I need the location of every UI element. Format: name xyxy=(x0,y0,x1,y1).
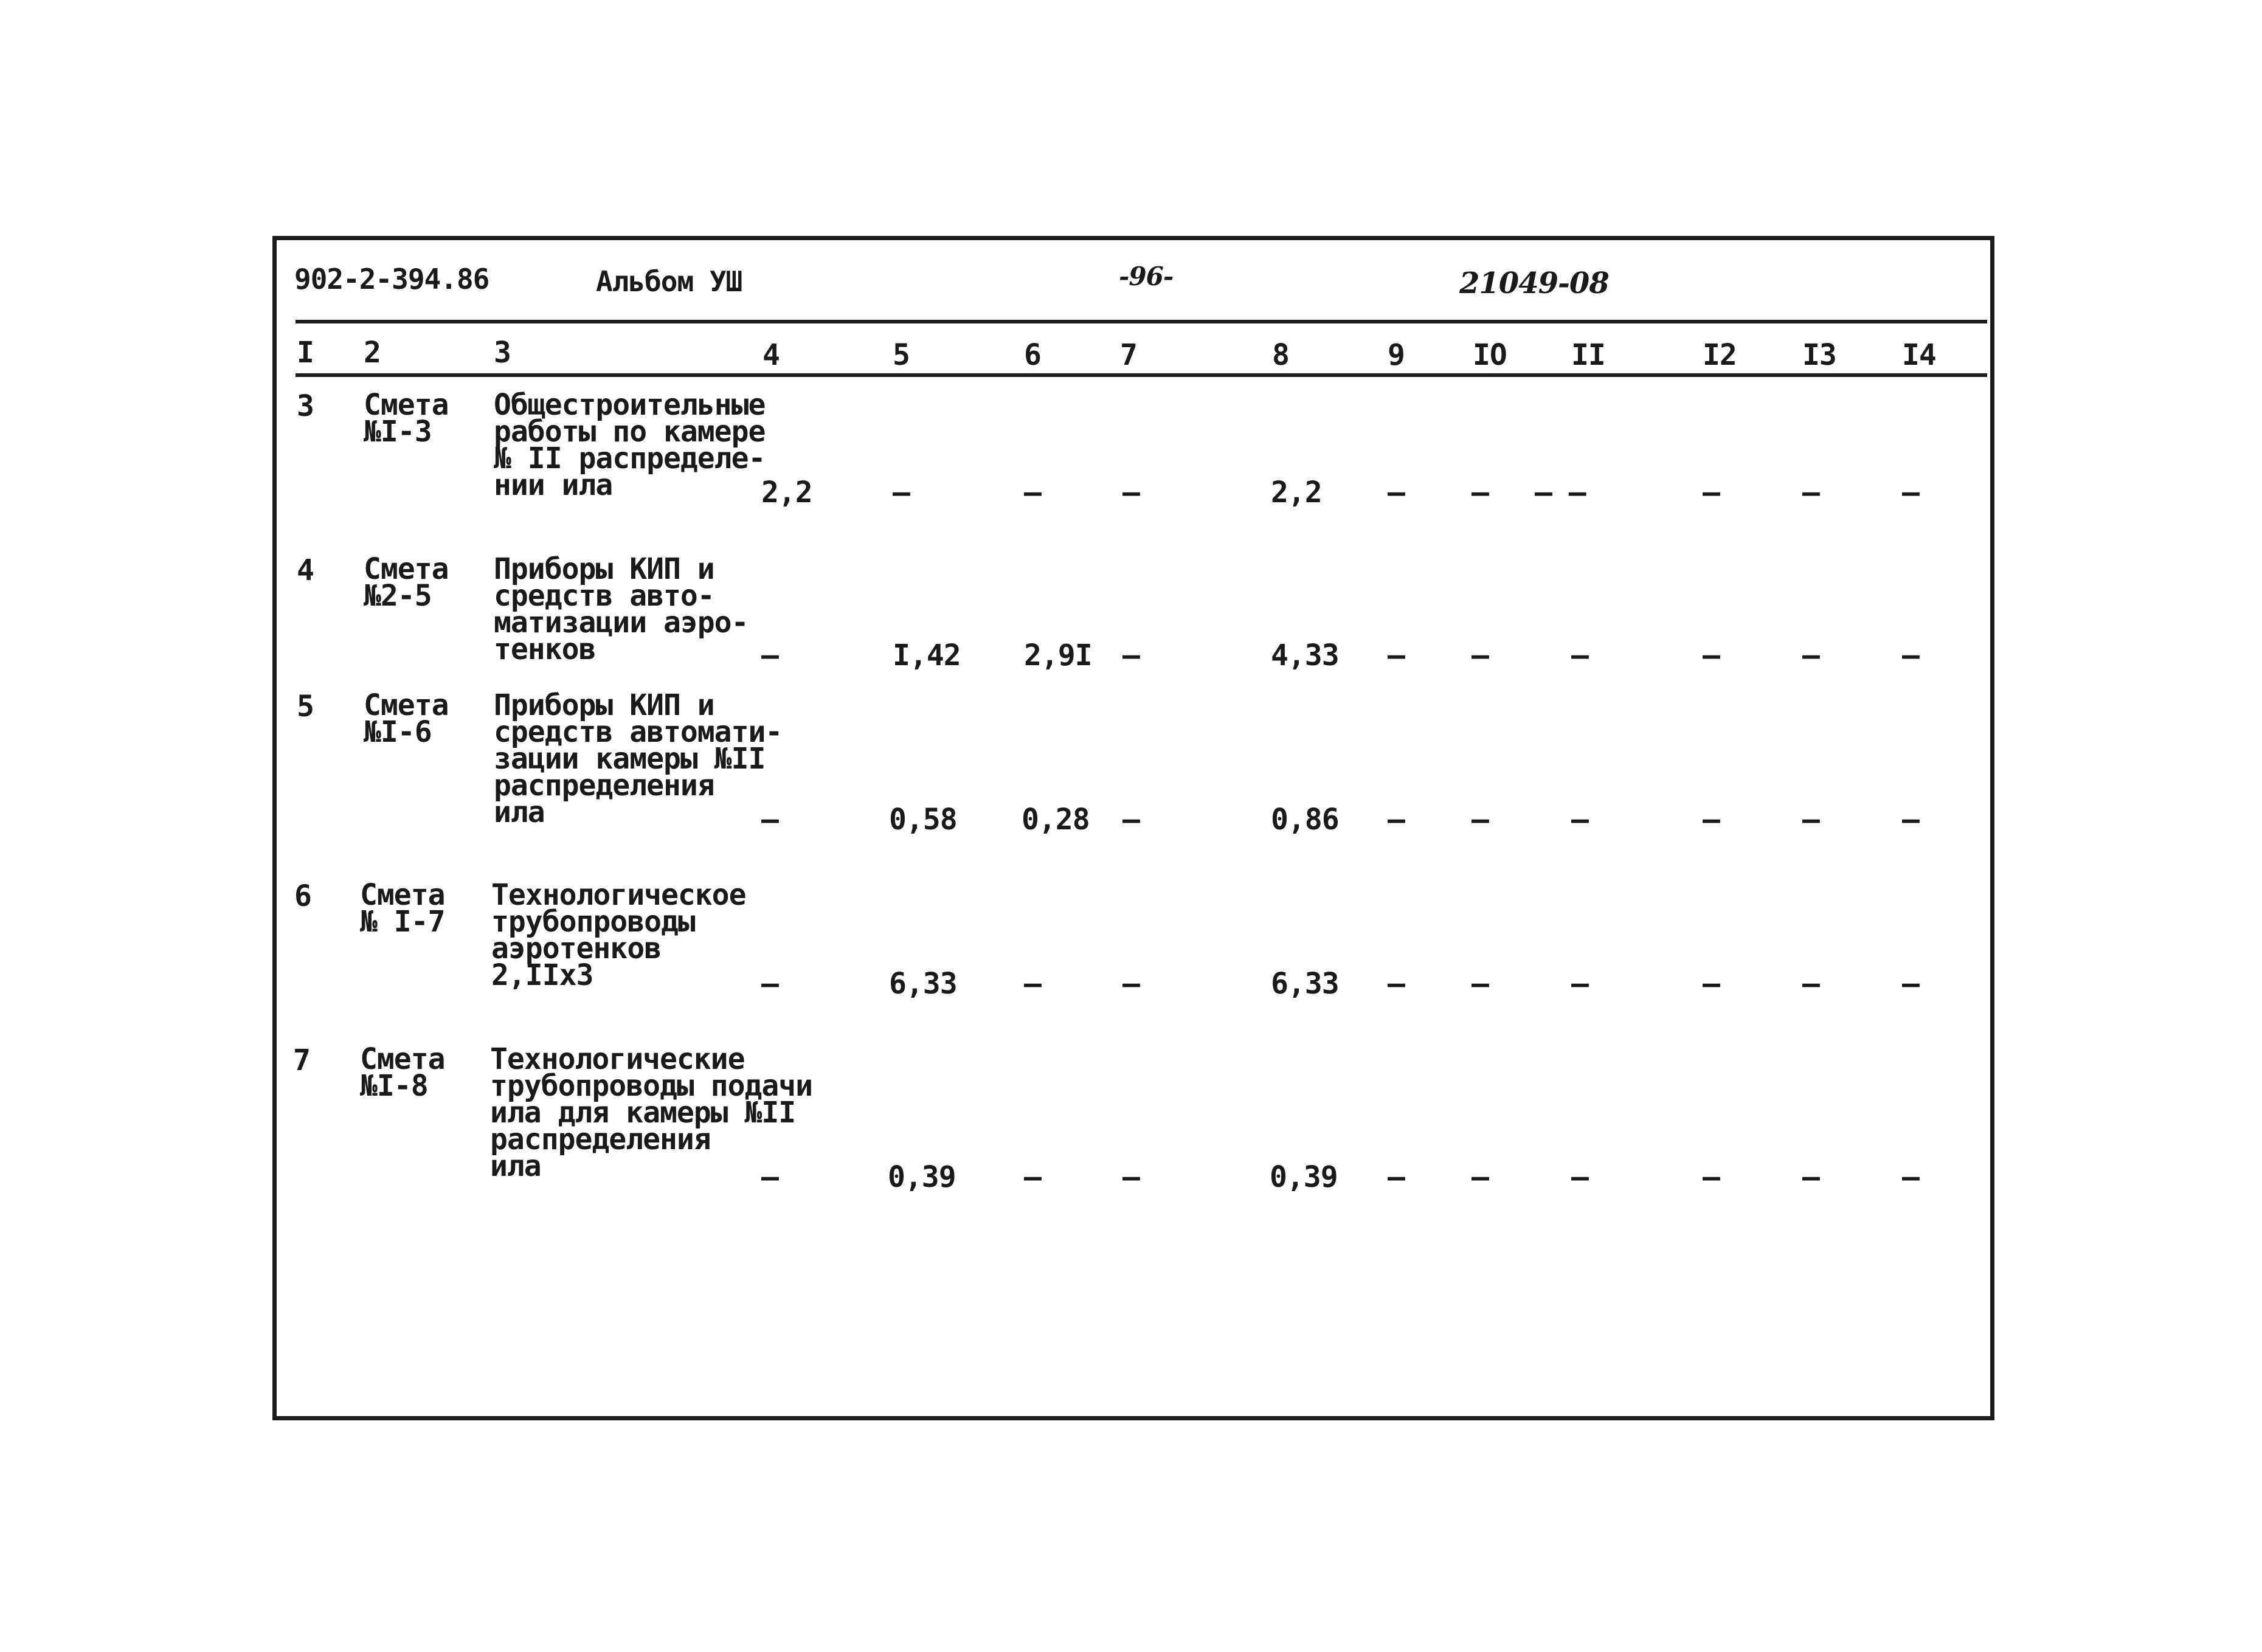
cell-col10: – xyxy=(1472,1160,1489,1194)
work-description: Общестроительные работы по камере № II распределе- нии ила xyxy=(494,388,766,502)
cell-col12: – xyxy=(1703,967,1720,1001)
cell-col14: – xyxy=(1902,475,1919,510)
header-rule-top xyxy=(296,320,1987,323)
col-num-2: 2 xyxy=(364,336,381,370)
row-number: 4 xyxy=(297,553,314,587)
cell-col8: 2,2 xyxy=(1271,475,1322,510)
cell-col8: 0,39 xyxy=(1270,1160,1338,1194)
cell-col6: – xyxy=(1024,1160,1041,1194)
col-num-11: II xyxy=(1571,338,1605,372)
col-num-13: I3 xyxy=(1802,338,1836,372)
cell-col6: 0,28 xyxy=(1022,803,1090,837)
cell-col14: – xyxy=(1902,967,1919,1001)
estimate-ref: Смета №I-3 xyxy=(364,388,449,449)
cell-col4: 2,2 xyxy=(761,475,812,510)
col-num-9: 9 xyxy=(1388,338,1405,372)
col-num-4: 4 xyxy=(763,338,780,372)
cell-col7: – xyxy=(1122,475,1140,510)
cell-col4: – xyxy=(761,803,778,837)
cell-col4: – xyxy=(761,638,778,672)
cell-col5: 0,58 xyxy=(889,803,957,837)
cell-col8: 0,86 xyxy=(1271,803,1339,837)
cell-col5: 6,33 xyxy=(889,967,957,1001)
col-num-10: IO xyxy=(1473,338,1507,372)
header-rule-bottom xyxy=(296,373,1987,377)
cell-col4: – xyxy=(761,967,778,1001)
cell-col12: – xyxy=(1703,803,1720,837)
cell-col5: I,42 xyxy=(893,638,961,672)
cell-col12: – xyxy=(1703,475,1720,510)
cell-col12: – xyxy=(1703,638,1720,672)
col-num-8: 8 xyxy=(1272,338,1289,372)
doc-number: 902-2-394.86 xyxy=(294,263,489,295)
cell-col8: 4,33 xyxy=(1271,638,1339,672)
estimate-ref: Смета №I-6 xyxy=(364,688,449,749)
work-description: Технологическое трубопроводы аэротенков 2,IIх3 xyxy=(491,878,746,992)
inventory-number: 21049-08 xyxy=(1459,266,1609,300)
col-num-5: 5 xyxy=(893,338,910,372)
page-number: -96- xyxy=(1119,261,1174,291)
cell-col13: – xyxy=(1802,967,1819,1001)
cell-col7: – xyxy=(1122,1160,1140,1194)
cell-col13: – xyxy=(1802,803,1819,837)
estimate-ref: Смета №2-5 xyxy=(364,552,449,613)
cell-col7: – xyxy=(1122,967,1140,1001)
cell-col11: – xyxy=(1571,638,1588,672)
cell-col5: – xyxy=(893,475,910,510)
estimate-ref: Смета № I-7 xyxy=(360,878,445,939)
cell-col10: – xyxy=(1472,967,1489,1001)
estimate-ref: Смета №I-8 xyxy=(360,1042,445,1103)
cell-col13: – xyxy=(1802,475,1819,510)
col-num-6: 6 xyxy=(1024,338,1041,372)
col-num-12: I2 xyxy=(1703,338,1737,372)
col-num-14: I4 xyxy=(1902,338,1936,372)
row-number: 3 xyxy=(297,389,314,423)
cell-col6: 2,9I xyxy=(1024,638,1092,672)
cell-col11: – xyxy=(1571,1160,1588,1194)
cell-col9: – xyxy=(1388,803,1405,837)
cell-col4: – xyxy=(761,1160,778,1194)
cell-col9: – xyxy=(1388,1160,1405,1194)
work-description: Технологические трубопроводы подачи ила для камеры №II распределения ила xyxy=(490,1042,813,1183)
cell-col13: – xyxy=(1802,1160,1819,1194)
cell-col7: – xyxy=(1122,638,1140,672)
cell-col8: 6,33 xyxy=(1271,967,1339,1001)
cell-col6: – xyxy=(1024,967,1041,1001)
cell-col9: – xyxy=(1388,967,1405,1001)
col-num-1: I xyxy=(297,336,314,370)
album-title: Альбом УШ xyxy=(596,265,742,298)
work-description: Приборы КИП и средств автомати- зации камеры №II распределения ила xyxy=(494,688,783,829)
row-number: 5 xyxy=(297,689,314,724)
cell-col7: – xyxy=(1122,803,1140,837)
row-number: 7 xyxy=(293,1043,310,1077)
cell-col10: – xyxy=(1472,475,1489,510)
cell-col12: – xyxy=(1703,1160,1720,1194)
cell-col11: – xyxy=(1571,803,1588,837)
work-description: Приборы КИП и средств авто- матизации аэро- тенков xyxy=(494,552,749,666)
col-num-3: 3 xyxy=(494,336,511,370)
cell-col9: – xyxy=(1388,638,1405,672)
cell-col10: – xyxy=(1472,803,1489,837)
cell-col14: – xyxy=(1902,638,1919,672)
row-number: 6 xyxy=(294,879,311,913)
cell-col14: – xyxy=(1902,803,1919,837)
col-num-7: 7 xyxy=(1120,338,1137,372)
cell-col5: 0,39 xyxy=(888,1160,956,1194)
cell-col9: – xyxy=(1388,475,1405,510)
cell-col6: – xyxy=(1024,475,1041,510)
cell-col11: – xyxy=(1571,967,1588,1001)
cell-col14: – xyxy=(1902,1160,1919,1194)
cell-col10: – xyxy=(1472,638,1489,672)
cell-col13: – xyxy=(1802,638,1819,672)
cell-col11: – – xyxy=(1535,475,1586,510)
